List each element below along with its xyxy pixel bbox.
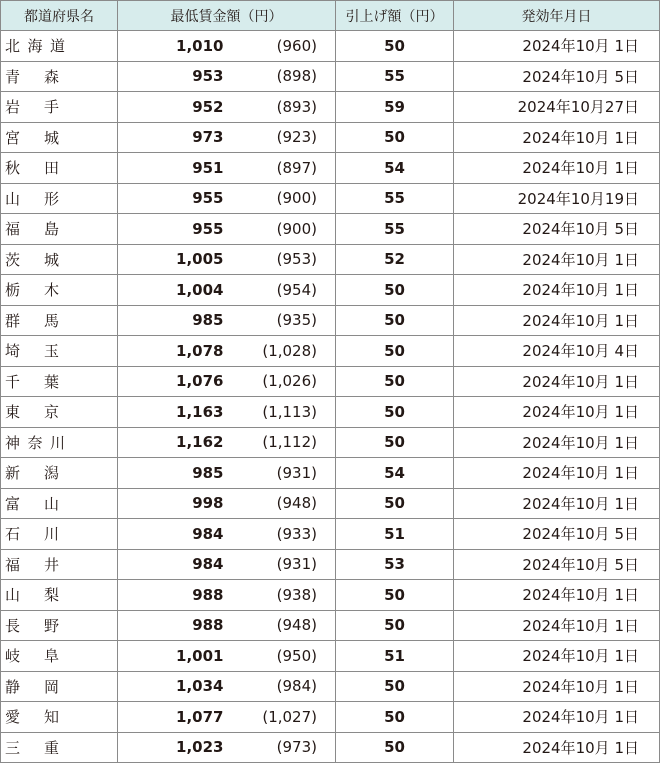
raise-amount-cell: 50: [336, 427, 454, 458]
table-row: [1, 458, 660, 489]
table-row: [1, 336, 660, 367]
table-row: [1, 549, 660, 580]
effective-date-cell: 2024年10月 1日: [454, 610, 660, 641]
effective-date-cell: 2024年10月 1日: [454, 244, 660, 275]
prefecture-cell: [1, 610, 118, 641]
effective-date-cell: 2024年10月27日: [454, 92, 660, 123]
previous-wage-cell: (948): [224, 488, 336, 519]
prefecture-cell: [1, 31, 118, 62]
prefecture-cell: [1, 61, 118, 92]
prefecture-name: 新 潟: [5, 464, 59, 483]
table-row: [1, 641, 660, 672]
effective-date-cell: 2024年10月 1日: [454, 122, 660, 153]
prefecture-cell: [1, 366, 118, 397]
effective-date-cell: 2024年10月 5日: [454, 214, 660, 245]
raise-amount-cell: 50: [336, 366, 454, 397]
previous-wage-cell: (933): [224, 519, 336, 550]
minimum-wage-cell: 1,077: [118, 702, 224, 733]
previous-wage-cell: (935): [224, 305, 336, 336]
minimum-wage-cell: 984: [118, 519, 224, 550]
effective-date-cell: 2024年10月 1日: [454, 31, 660, 62]
minimum-wage-cell: 985: [118, 458, 224, 489]
prefecture-cell: [1, 580, 118, 611]
prefecture-cell: [1, 92, 118, 123]
raise-amount-cell: 51: [336, 641, 454, 672]
prefecture-cell: [1, 671, 118, 702]
minimum-wage-cell: 984: [118, 549, 224, 580]
minimum-wage-cell: 1,078: [118, 336, 224, 367]
table-row: [1, 122, 660, 153]
prefecture-name: 宮 城: [5, 128, 59, 147]
previous-wage-cell: (950): [224, 641, 336, 672]
effective-date-cell: 2024年10月 1日: [454, 702, 660, 733]
raise-amount-cell: 50: [336, 610, 454, 641]
raise-amount-cell: 50: [336, 702, 454, 733]
effective-date-cell: 2024年10月 5日: [454, 519, 660, 550]
table-row: [1, 580, 660, 611]
prefecture-name: 千 葉: [5, 372, 59, 391]
prefecture-name: 長 野: [5, 616, 59, 635]
table-row: [1, 275, 660, 306]
table-body: [1, 31, 660, 763]
prefecture-name: 栃 木: [5, 281, 59, 300]
previous-wage-cell: (1,028): [224, 336, 336, 367]
raise-amount-cell: 50: [336, 397, 454, 428]
table-row: [1, 92, 660, 123]
minimum-wage-cell: 1,034: [118, 671, 224, 702]
effective-date-cell: 2024年10月 5日: [454, 61, 660, 92]
previous-wage-cell: (900): [224, 183, 336, 214]
minimum-wage-cell: 1,005: [118, 244, 224, 275]
table-row: [1, 214, 660, 245]
raise-amount-cell: 50: [336, 305, 454, 336]
effective-date-cell: 2024年10月 1日: [454, 641, 660, 672]
raise-amount-cell: 51: [336, 519, 454, 550]
previous-wage-cell: (960): [224, 31, 336, 62]
previous-wage-cell: (973): [224, 732, 336, 763]
previous-wage-cell: (1,026): [224, 366, 336, 397]
table-row: [1, 519, 660, 550]
effective-date-cell: 2024年10月 1日: [454, 275, 660, 306]
prefecture-name: 石 川: [5, 525, 59, 544]
raise-amount-cell: 55: [336, 61, 454, 92]
table-row: [1, 244, 660, 275]
prefecture-cell: [1, 732, 118, 763]
table-row: [1, 31, 660, 62]
minimum-wage-cell: 955: [118, 183, 224, 214]
header-row: [1, 1, 660, 31]
prefecture-name: 三 重: [5, 738, 59, 757]
header-raise-amount: 引上げ額（円）: [336, 1, 454, 31]
minimum-wage-cell: 951: [118, 153, 224, 184]
table-row: [1, 153, 660, 184]
prefecture-name: 群 馬: [5, 311, 59, 330]
minimum-wage-cell: 998: [118, 488, 224, 519]
previous-wage-cell: (1,027): [224, 702, 336, 733]
table-row: [1, 397, 660, 428]
minimum-wage-cell: 1,023: [118, 732, 224, 763]
previous-wage-cell: (893): [224, 92, 336, 123]
raise-amount-cell: 55: [336, 214, 454, 245]
prefecture-name: 山 梨: [5, 586, 59, 605]
previous-wage-cell: (931): [224, 458, 336, 489]
prefecture-cell: [1, 244, 118, 275]
minimum-wage-cell: 1,001: [118, 641, 224, 672]
raise-amount-cell: 54: [336, 153, 454, 184]
prefecture-cell: [1, 183, 118, 214]
prefecture-name: 愛 知: [5, 708, 59, 727]
effective-date-cell: 2024年10月 1日: [454, 153, 660, 184]
table-row: [1, 305, 660, 336]
prefecture-name: 東 京: [5, 403, 59, 422]
minimum-wage-cell: 955: [118, 214, 224, 245]
minimum-wage-cell: 952: [118, 92, 224, 123]
prefecture-name: 青 森: [5, 67, 59, 86]
prefecture-cell: [1, 458, 118, 489]
table-row: [1, 488, 660, 519]
prefecture-name: 岩 手: [5, 98, 59, 117]
prefecture-cell: [1, 275, 118, 306]
prefecture-name: 福 島: [5, 220, 59, 239]
effective-date-cell: 2024年10月 1日: [454, 427, 660, 458]
table-row: [1, 427, 660, 458]
raise-amount-cell: 59: [336, 92, 454, 123]
raise-amount-cell: 50: [336, 732, 454, 763]
raise-amount-cell: 53: [336, 549, 454, 580]
raise-amount-cell: 50: [336, 580, 454, 611]
previous-wage-cell: (984): [224, 671, 336, 702]
effective-date-cell: 2024年10月 1日: [454, 397, 660, 428]
prefecture-cell: [1, 214, 118, 245]
header-prefecture: 都道府県名: [1, 1, 118, 31]
effective-date-cell: 2024年10月 1日: [454, 580, 660, 611]
raise-amount-cell: 50: [336, 275, 454, 306]
prefecture-name: 秋 田: [5, 159, 59, 178]
prefecture-name: 山 形: [5, 189, 59, 208]
raise-amount-cell: 54: [336, 458, 454, 489]
prefecture-cell: [1, 488, 118, 519]
prefecture-name: 北 海 道: [5, 37, 65, 56]
previous-wage-cell: (900): [224, 214, 336, 245]
minimum-wage-cell: 985: [118, 305, 224, 336]
previous-wage-cell: (923): [224, 122, 336, 153]
table-row: [1, 610, 660, 641]
table-row: [1, 366, 660, 397]
header-minimum-wage: 最低賃金額（円）: [118, 1, 336, 31]
effective-date-cell: 2024年10月19日: [454, 183, 660, 214]
prefecture-name: 富 山: [5, 494, 59, 513]
raise-amount-cell: 52: [336, 244, 454, 275]
prefecture-cell: [1, 702, 118, 733]
effective-date-cell: 2024年10月 1日: [454, 732, 660, 763]
minimum-wage-cell: 988: [118, 610, 224, 641]
prefecture-name: 岐 阜: [5, 647, 59, 666]
effective-date-cell: 2024年10月 1日: [454, 458, 660, 489]
header-effective-date: 発効年月日: [454, 1, 660, 31]
minimum-wage-cell: 973: [118, 122, 224, 153]
effective-date-cell: 2024年10月 1日: [454, 305, 660, 336]
raise-amount-cell: 50: [336, 671, 454, 702]
minimum-wage-cell: 1,010: [118, 31, 224, 62]
prefecture-cell: [1, 122, 118, 153]
minimum-wage-cell: 988: [118, 580, 224, 611]
prefecture-cell: [1, 641, 118, 672]
previous-wage-cell: (954): [224, 275, 336, 306]
minimum-wage-cell: 1,162: [118, 427, 224, 458]
previous-wage-cell: (1,113): [224, 397, 336, 428]
raise-amount-cell: 50: [336, 488, 454, 519]
table-row: [1, 183, 660, 214]
prefecture-name: 埼 玉: [5, 342, 59, 361]
prefecture-name: 神 奈 川: [5, 433, 65, 452]
raise-amount-cell: 55: [336, 183, 454, 214]
raise-amount-cell: 50: [336, 31, 454, 62]
previous-wage-cell: (898): [224, 61, 336, 92]
effective-date-cell: 2024年10月 1日: [454, 366, 660, 397]
previous-wage-cell: (897): [224, 153, 336, 184]
prefecture-name: 茨 城: [5, 250, 59, 269]
raise-amount-cell: 50: [336, 336, 454, 367]
minimum-wage-cell: 1,076: [118, 366, 224, 397]
table-row: [1, 732, 660, 763]
effective-date-cell: 2024年10月 1日: [454, 671, 660, 702]
effective-date-cell: 2024年10月 4日: [454, 336, 660, 367]
raise-amount-cell: 50: [336, 122, 454, 153]
previous-wage-cell: (948): [224, 610, 336, 641]
table-row: [1, 61, 660, 92]
table-row: [1, 671, 660, 702]
previous-wage-cell: (938): [224, 580, 336, 611]
prefecture-name: 福 井: [5, 555, 59, 574]
minimum-wage-cell: 953: [118, 61, 224, 92]
prefecture-cell: [1, 305, 118, 336]
prefecture-cell: [1, 336, 118, 367]
prefecture-cell: [1, 549, 118, 580]
previous-wage-cell: (953): [224, 244, 336, 275]
previous-wage-cell: (1,112): [224, 427, 336, 458]
prefecture-cell: [1, 153, 118, 184]
prefecture-cell: [1, 427, 118, 458]
minimum-wage-cell: 1,004: [118, 275, 224, 306]
prefecture-cell: [1, 519, 118, 550]
table-row: [1, 702, 660, 733]
prefecture-name: 静 岡: [5, 677, 59, 696]
minimum-wage-cell: 1,163: [118, 397, 224, 428]
previous-wage-cell: (931): [224, 549, 336, 580]
prefecture-cell: [1, 397, 118, 428]
effective-date-cell: 2024年10月 1日: [454, 488, 660, 519]
effective-date-cell: 2024年10月 5日: [454, 549, 660, 580]
